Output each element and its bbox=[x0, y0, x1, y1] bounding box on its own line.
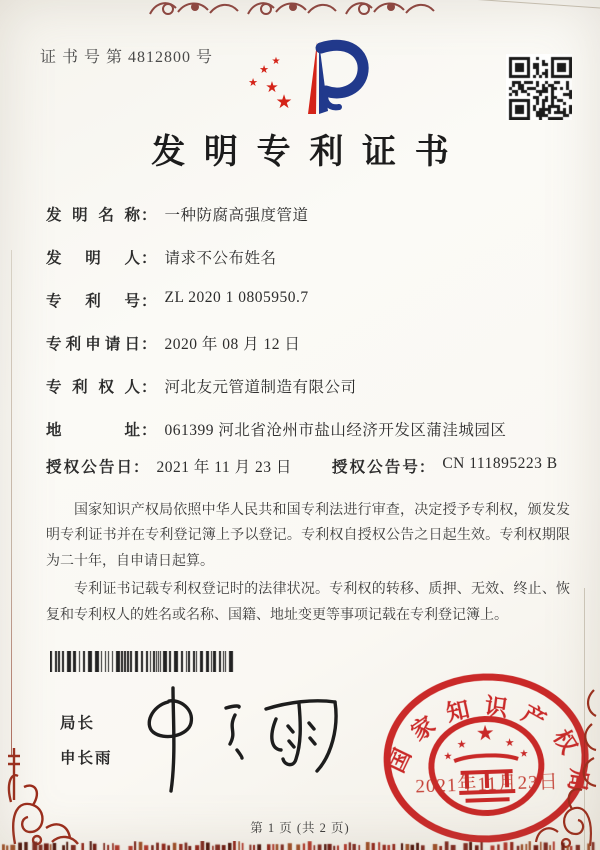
field-value: 2020 年 08 月 12 日 bbox=[164, 336, 301, 353]
seal-national-emblem bbox=[430, 717, 543, 815]
field-inventor bbox=[46, 246, 572, 268]
field-patent-number bbox=[46, 289, 572, 311]
signer-title: 局长 bbox=[60, 715, 96, 732]
top-border-ornament bbox=[148, 0, 438, 16]
field-label: 发明名称 bbox=[46, 207, 140, 224]
field-colon: ： bbox=[141, 250, 157, 267]
svg-text:★: ★ bbox=[504, 737, 515, 750]
field-value: CN 111895223 B bbox=[442, 455, 558, 472]
legal-text bbox=[46, 498, 570, 631]
svg-text:★: ★ bbox=[271, 56, 281, 67]
barcode bbox=[50, 651, 235, 672]
certificate-title: 发明专利证书 bbox=[151, 134, 468, 171]
field-colon: ： bbox=[141, 293, 157, 310]
qr-code bbox=[506, 54, 572, 120]
seal-ring-text: 国家知识产权局 bbox=[383, 693, 592, 807]
signer-name: 申长雨 bbox=[60, 750, 113, 767]
svg-text:★: ★ bbox=[519, 748, 529, 760]
field-colon: ： bbox=[141, 207, 157, 224]
field-label: 授权公告号 bbox=[331, 459, 418, 476]
svg-text:★: ★ bbox=[443, 751, 453, 763]
field-value: 请求不公布姓名 bbox=[164, 250, 277, 267]
logo-stars bbox=[248, 56, 292, 113]
bottom-fringe bbox=[0, 841, 600, 850]
svg-text:★: ★ bbox=[456, 738, 467, 752]
field-value: 061399 河北省沧州市盐山经济开发区蒲洼城园区 bbox=[164, 422, 507, 439]
svg-text:★: ★ bbox=[265, 80, 279, 96]
bottom-left-ornament bbox=[2, 744, 124, 848]
field-value: ZL 2020 1 0805950.7 bbox=[164, 289, 309, 306]
page-number: 第 1 页 (共 2 页) bbox=[250, 821, 350, 835]
field-value: 河北友元管道制造有限公司 bbox=[164, 379, 357, 396]
field-colon: ： bbox=[141, 422, 157, 439]
field-value: 一种防腐高强度管道 bbox=[164, 207, 309, 224]
field-label: 发明人 bbox=[46, 250, 140, 267]
logo-p-bowl bbox=[321, 45, 363, 93]
field-list bbox=[46, 203, 572, 498]
field-invention-name bbox=[46, 203, 572, 225]
field-label: 专利权人 bbox=[46, 379, 140, 396]
svg-text:★: ★ bbox=[475, 720, 496, 746]
director-signature bbox=[138, 686, 346, 796]
legal-paragraph-2: 专利证书记载专利权登记时的法律状况。专利权的转移、质押、无效、终止、恢复和专利权人的姓名或名称、国籍、地址变更等事项记载在专利登记簿上。 bbox=[46, 582, 570, 623]
field-label: 地址 bbox=[46, 422, 140, 439]
field-colon: ： bbox=[418, 459, 435, 476]
field-colon: ： bbox=[141, 336, 157, 353]
field-value: 2021 年 11 月 23 日 bbox=[156, 459, 292, 476]
cnipa-logo bbox=[246, 36, 398, 120]
grant-date-group bbox=[46, 455, 292, 477]
field-address bbox=[46, 418, 572, 440]
svg-text:★: ★ bbox=[248, 77, 258, 89]
paper-edge-left bbox=[11, 250, 12, 755]
field-label: 专利号 bbox=[46, 293, 140, 310]
certificate-number: 证 书 号 第 4812800 号 bbox=[40, 49, 214, 66]
field-colon: ： bbox=[133, 459, 149, 476]
field-label: 专利申请日 bbox=[46, 336, 140, 353]
svg-text:★: ★ bbox=[275, 92, 293, 113]
svg-text:★: ★ bbox=[259, 64, 269, 76]
legal-paragraph-1: 国家知识产权局依照中华人民共和国专利法进行审查，决定授予专利权，颁发发明专利证书并在专利登记簿上予以登记。专利权自授权公告之日起生效。专利权期限为二十年，自申请日起算。 bbox=[46, 503, 570, 569]
field-grant-row bbox=[46, 455, 572, 477]
field-label: 授权公告日 bbox=[46, 459, 132, 476]
grant-number-group bbox=[332, 455, 558, 477]
bottom-right-ornament bbox=[528, 686, 600, 850]
field-colon: ： bbox=[141, 379, 157, 396]
paper-edge-top bbox=[428, 0, 600, 9]
seal-date: 2021年11月23日 bbox=[415, 771, 560, 798]
field-filing-date bbox=[46, 332, 572, 354]
logo-wedge-red bbox=[308, 42, 317, 114]
field-patentee bbox=[46, 375, 572, 397]
